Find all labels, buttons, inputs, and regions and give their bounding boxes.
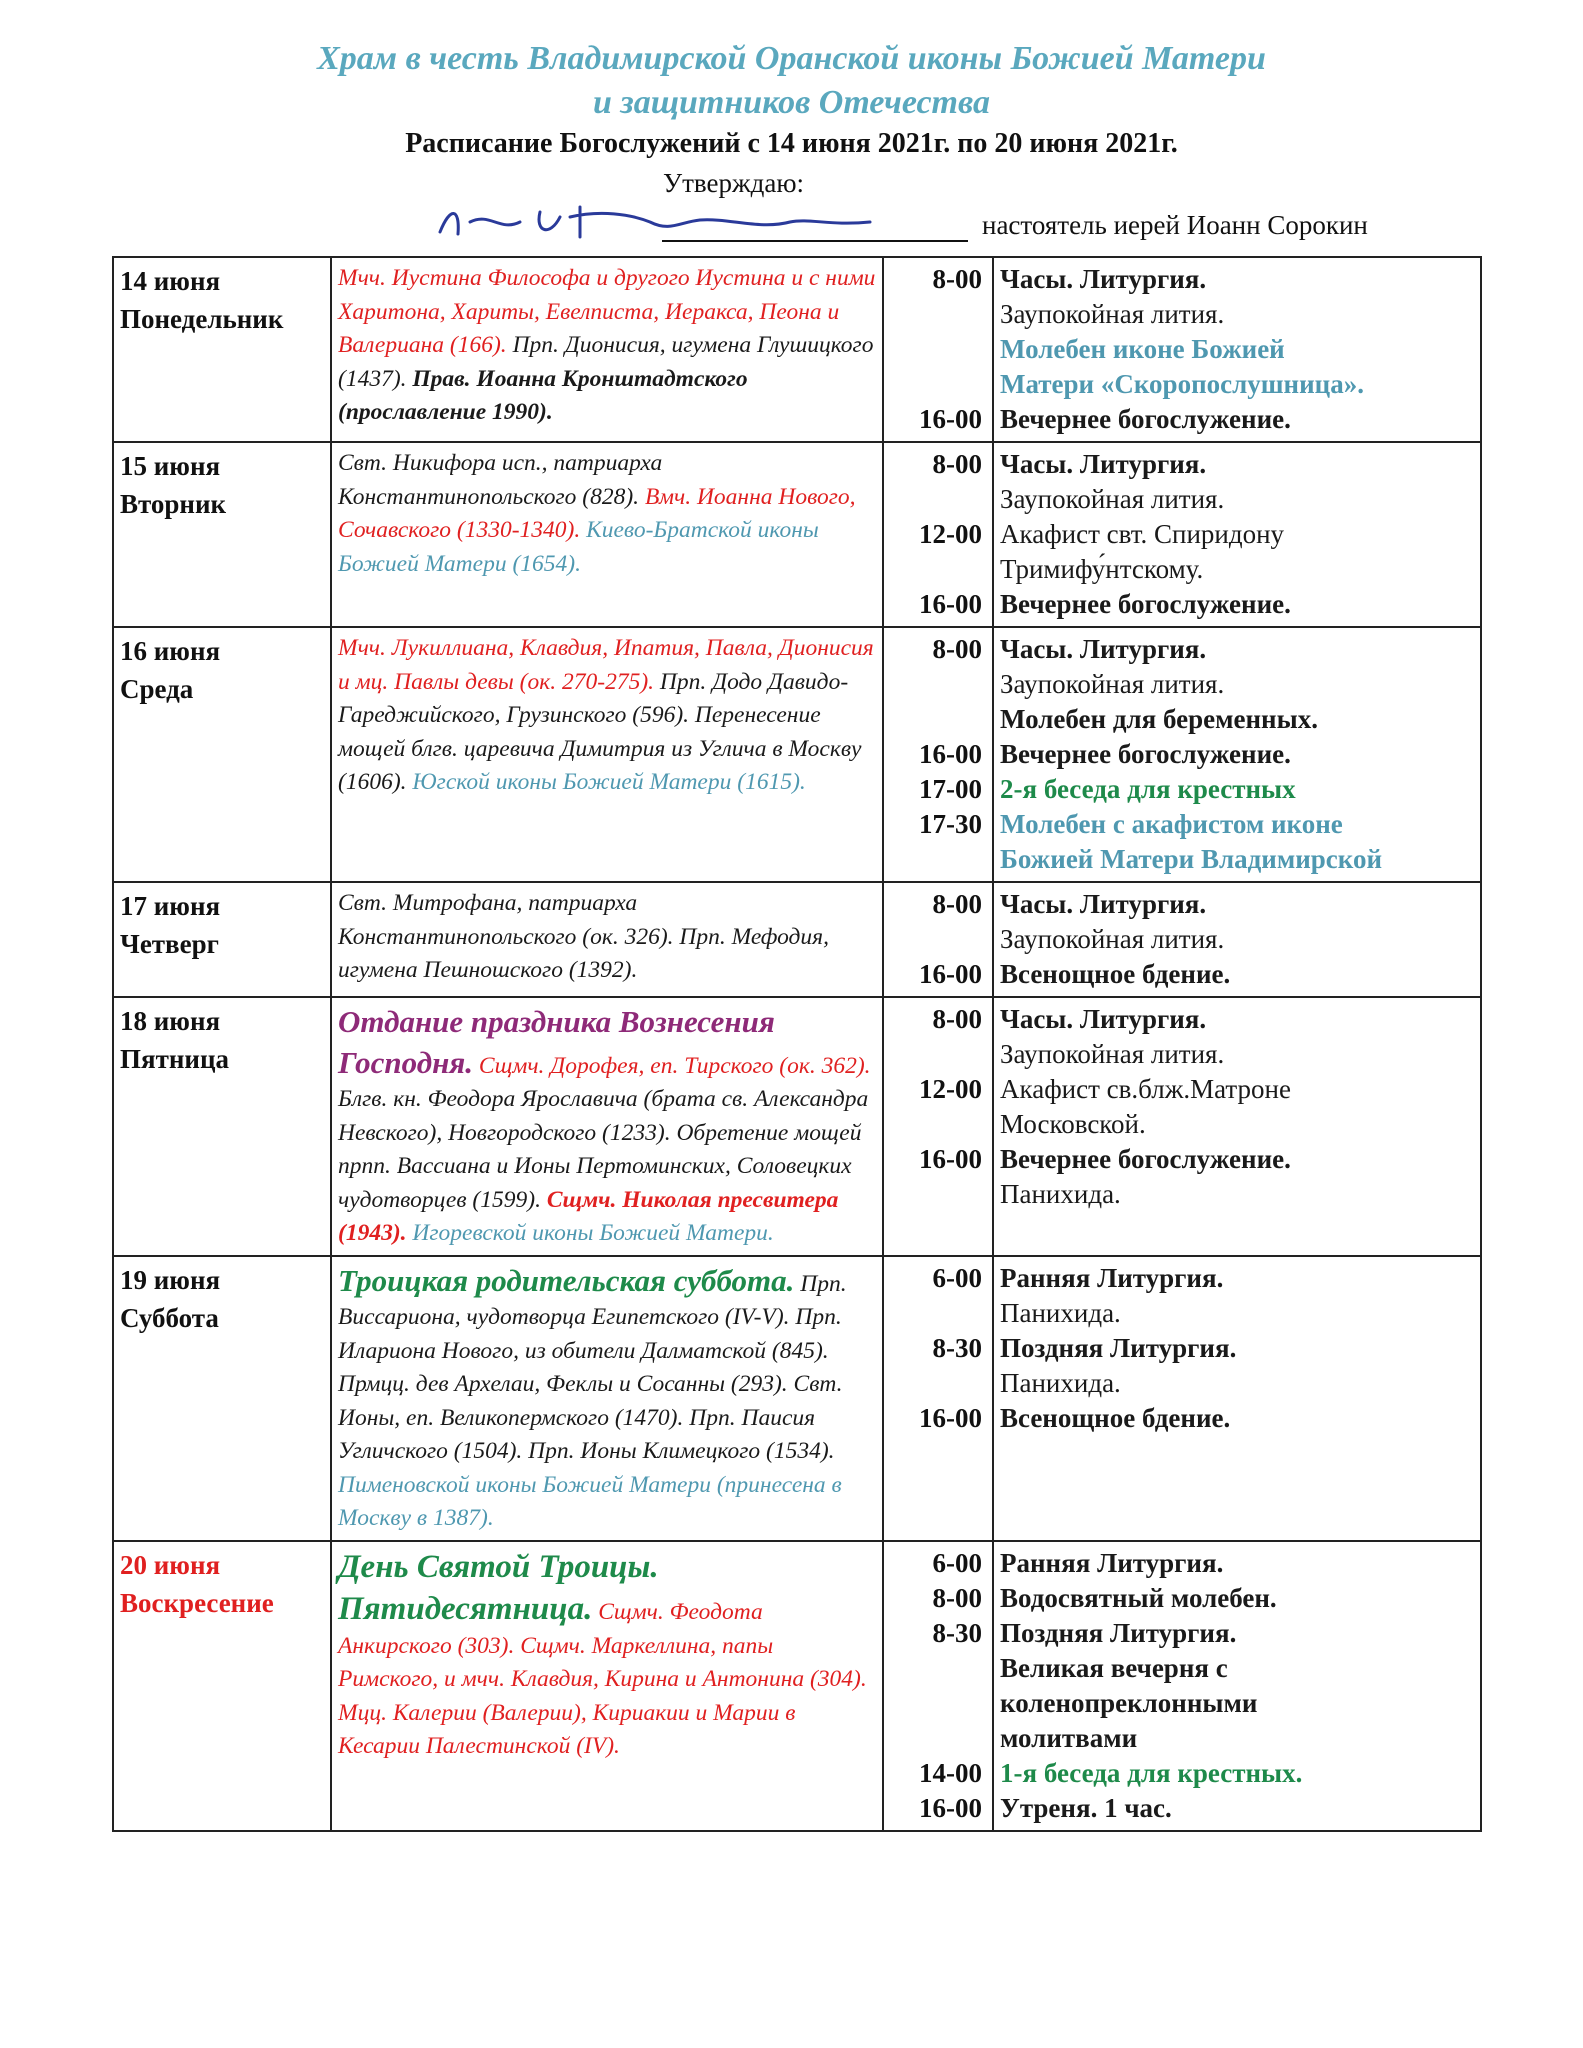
service-time: 12-00 <box>919 519 982 549</box>
day-cell <box>113 882 331 997</box>
service-item: Заупокойная лития. <box>1000 1039 1225 1069</box>
services-cell <box>993 1256 1481 1541</box>
service-item: Часы. Литургия. <box>1000 889 1207 919</box>
times-cell <box>883 1541 993 1831</box>
day-cell <box>113 1256 331 1541</box>
service-time: 14-00 <box>919 1757 982 1788</box>
schedule-row <box>113 882 1481 997</box>
day-cell <box>113 627 331 882</box>
saint-commemoration: Киево-Братской иконы Божией Матери (1654). <box>338 517 819 577</box>
day-date: 20 июня <box>120 1549 221 1580</box>
service-time <box>890 842 982 877</box>
service-time <box>890 297 982 332</box>
service-time <box>890 482 982 517</box>
service-time <box>890 1366 982 1401</box>
saint-commemoration: Свт. Никифора исп., патриарха Константинопольского (828). <box>338 450 663 510</box>
service-time <box>890 1721 982 1756</box>
day-date: 16 июня <box>120 636 221 666</box>
saint-commemoration: Мчч. Иустина Философа и другого Иустина и с ними Харитона, Хариты, Евелписта, Иеракса, Пеона и Валериана (166). <box>338 265 876 358</box>
service-item: Водосвятный молебен. <box>1000 1582 1277 1613</box>
times-cell <box>883 442 993 627</box>
saint-commemoration: Югской иконы Божией Матери (1615). <box>406 769 806 795</box>
service-time: 16-00 <box>919 1792 982 1823</box>
rector-name: настоятель иерей Иоанн Сорокин <box>982 210 1368 240</box>
day-date: 19 июня <box>120 1264 221 1295</box>
day-weekday: Вторник <box>120 489 227 519</box>
saint-commemoration: Прав. Иоанна Кронштадтского (прославление 1990). <box>338 365 748 425</box>
saint-commemoration: Вмч. Иоанна Нового, Сочавского (1330-1340). <box>338 483 856 543</box>
service-item: Всенощное бдение. <box>1000 1402 1231 1433</box>
service-item: Ранняя Литургия. <box>1000 1547 1224 1578</box>
schedule-row <box>113 627 1481 882</box>
service-item: Часы. Литургия. <box>1000 1004 1207 1034</box>
day-cell <box>113 1541 331 1831</box>
day-cell <box>113 997 331 1256</box>
schedule-table <box>112 256 1482 1832</box>
schedule-row <box>113 1541 1481 1831</box>
service-time: 8-00 <box>932 449 982 479</box>
service-item: Вечернее богослужение. <box>1000 589 1291 619</box>
saint-commemoration: День Святой Троицы. Пятидесятница. <box>338 1548 659 1627</box>
service-item: Заупокойная лития. <box>1000 484 1225 514</box>
saint-commemoration: Отдание праздника Вознесения Господня. <box>338 1004 775 1080</box>
day-date: 18 июня <box>120 1006 221 1036</box>
service-item: Заупокойная лития. <box>1000 299 1225 329</box>
service-item: Вечернее богослужение. <box>1000 739 1291 769</box>
service-time <box>890 1037 982 1072</box>
saint-commemoration: Игоревской иконы Божией Матери. <box>406 1220 774 1246</box>
service-item: 2-я беседа для крестных <box>1000 774 1296 804</box>
service-item: Тримифу́нтскому. <box>1000 554 1204 584</box>
service-item: Московской. <box>1000 1109 1146 1139</box>
service-item: 1-я беседа для крестных. <box>1000 1757 1303 1788</box>
service-item: Вечернее богослужение. <box>1000 404 1291 434</box>
services-cell <box>993 997 1481 1256</box>
service-time: 8-00 <box>932 264 982 294</box>
service-item: Заупокойная лития. <box>1000 924 1225 954</box>
schedule-row <box>113 257 1481 442</box>
signature-line <box>662 240 968 242</box>
saints-cell <box>331 627 883 882</box>
signature-image <box>430 192 890 252</box>
times-cell <box>883 257 993 442</box>
service-item: Часы. Литургия. <box>1000 449 1207 479</box>
services-cell <box>993 882 1481 997</box>
day-date: 17 июня <box>120 891 221 921</box>
day-weekday: Пятница <box>120 1044 230 1074</box>
service-time: 8-00 <box>932 1582 982 1613</box>
saint-commemoration: Мчч. Лукиллиана, Клавдия, Ипатия, Павла, Дионисия и мц. Павлы девы (ок. 270-275). <box>338 635 874 695</box>
saints-cell <box>331 442 883 627</box>
saints-cell <box>331 997 883 1256</box>
times-cell <box>883 1256 993 1541</box>
service-time <box>890 702 982 737</box>
day-date: 15 июня <box>120 451 221 481</box>
service-time <box>890 1296 982 1331</box>
service-time: 8-00 <box>932 634 982 664</box>
service-item: Акафист свт. Спиридону <box>1000 519 1285 549</box>
approve-label: Утверждаю: <box>663 168 805 198</box>
service-time: 12-00 <box>919 1074 982 1104</box>
day-weekday: Среда <box>120 674 194 704</box>
service-item: Вечернее богослужение. <box>1000 1144 1291 1174</box>
service-time: 16-00 <box>919 739 982 769</box>
church-title-line1: Храм в честь Владимирской Оранской иконы Божией Матери <box>317 40 1266 77</box>
service-time <box>890 1107 982 1142</box>
service-time: 8-00 <box>932 889 982 919</box>
saints-cell <box>331 882 883 997</box>
service-time <box>890 1686 982 1721</box>
saint-commemoration: Прп. Виссариона, чудотворца Египетского (IV-V). Прп. Илариона Нового, из обители Далматской (845). Прмцц. дев Архелаи, Феклы и Сосанны (293). Свт. Ионы, еп. Великопермского (1470). Прп. Паисия Угличского (1504). Прп. Ионы Климецкого (1534). <box>338 1270 847 1464</box>
service-item: Божией Матери Владимирской <box>1000 844 1383 874</box>
times-cell <box>883 627 993 882</box>
services-cell <box>993 442 1481 627</box>
service-item: Часы. Литургия. <box>1000 264 1207 294</box>
service-time <box>890 1651 982 1686</box>
saint-commemoration: Свт. Митрофана, патриарха Константинопольского (ок. 326). Прп. Мефодия, игумена Пешношского (1392). <box>338 890 829 983</box>
service-time <box>890 922 982 957</box>
schedule-row <box>113 1256 1481 1541</box>
service-item: Матери «Скоропослушница». <box>1000 369 1364 399</box>
service-time <box>890 1177 982 1212</box>
day-cell <box>113 257 331 442</box>
times-cell <box>883 997 993 1256</box>
service-item: Утреня. 1 час. <box>1000 1792 1172 1823</box>
service-time: 6-00 <box>932 1547 982 1578</box>
service-item: Заупокойная лития. <box>1000 669 1225 699</box>
day-weekday: Понедельник <box>120 304 284 334</box>
services-cell <box>993 257 1481 442</box>
service-item: Молебен с акафистом иконе <box>1000 809 1343 839</box>
service-item: Молебен для беременных. <box>1000 704 1318 734</box>
service-item: Молебен иконе Божией <box>1000 334 1285 364</box>
day-weekday: Воскресение <box>120 1587 274 1618</box>
service-time: 16-00 <box>919 1144 982 1174</box>
saint-commemoration: Прп. Додо Давидо-Гареджийского, Грузинского (596). Перенесение мощей блгв. царевича Димитрия из Углича в Москву (1606). <box>338 668 862 795</box>
service-item: Поздняя Литургия. <box>1000 1332 1237 1363</box>
service-item: молитвами <box>1000 1722 1138 1753</box>
saint-commemoration: Пименовской иконы Божией Матери (принесена в Москву в 1387). <box>338 1471 842 1531</box>
schedule-subtitle: Расписание Богослужений с 14 июня 2021г. по 20 июня 2021г. <box>405 128 1178 159</box>
service-time <box>890 667 982 702</box>
day-weekday: Суббота <box>120 1302 219 1333</box>
service-time: 17-00 <box>919 774 982 804</box>
schedule-row <box>113 997 1481 1256</box>
service-time <box>890 332 982 367</box>
service-item: Акафист св.блж.Матроне <box>1000 1074 1291 1104</box>
service-item: Панихида. <box>1000 1179 1121 1209</box>
saints-cell <box>331 1541 883 1831</box>
day-date: 14 июня <box>120 266 221 296</box>
service-time: 16-00 <box>919 959 982 989</box>
saint-commemoration: Сщмч. Феодота Анкирского (303). Сщмч. Маркеллина, папы Римского, и мчч. Клавдия, Кирина и Антонина (304). Мцц. Калерии (Валерии), Кириакии и Марии в Кесарии Палестинской (IV). <box>338 1598 867 1759</box>
service-item: Всенощное бдение. <box>1000 959 1231 989</box>
service-time: 17-30 <box>919 809 982 839</box>
saint-commemoration: Сщмч. Дорофея, еп. Тирского (ок. 362). <box>473 1052 871 1079</box>
schedule-row <box>113 442 1481 627</box>
saint-commemoration: Блгв. кн. Феодора Ярославича (брата св. Александра Невского), Новгородского (1233). Обретение мощей прпп. Вассиана и Ионы Пертоминских, Соловецких чудотворцев (1599). <box>338 1086 869 1213</box>
church-title-line2: и защитников Отечества <box>593 84 990 121</box>
service-item: Панихида. <box>1000 1297 1121 1328</box>
service-item: Поздняя Литургия. <box>1000 1617 1237 1648</box>
service-item: коленопреклонными <box>1000 1687 1258 1718</box>
times-cell <box>883 882 993 997</box>
service-time <box>890 552 982 587</box>
service-time: 8-30 <box>932 1617 982 1648</box>
services-cell <box>993 1541 1481 1831</box>
day-weekday: Четверг <box>120 929 219 959</box>
saint-commemoration: Троицкая родительская суббота. <box>338 1262 795 1298</box>
saint-commemoration: Сщмч. Николая пресвитера (1943). <box>338 1186 839 1246</box>
service-item: Часы. Литургия. <box>1000 634 1207 664</box>
service-time: 8-00 <box>932 1004 982 1034</box>
service-item: Ранняя Литургия. <box>1000 1262 1224 1293</box>
service-item: Панихида. <box>1000 1367 1121 1398</box>
services-cell <box>993 627 1481 882</box>
service-time: 8-30 <box>932 1332 982 1363</box>
saint-commemoration: Прп. Дионисия, игумена Глушицкого (1437). <box>338 332 874 392</box>
service-time: 16-00 <box>919 1402 982 1433</box>
service-item: Великая вечерня с <box>1000 1652 1228 1683</box>
service-time: 6-00 <box>932 1262 982 1293</box>
saints-cell <box>331 1256 883 1541</box>
saints-cell <box>331 257 883 442</box>
day-cell <box>113 442 331 627</box>
service-time <box>890 367 982 402</box>
service-time: 16-00 <box>919 404 982 434</box>
service-time: 16-00 <box>919 589 982 619</box>
